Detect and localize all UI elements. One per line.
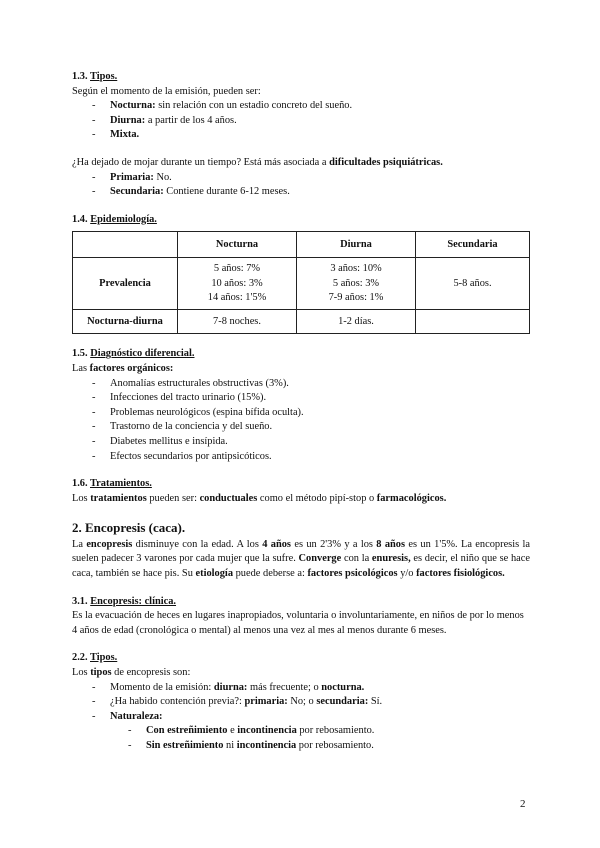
table-row	[73, 258, 530, 310]
encopresis-types-list	[72, 681, 530, 725]
nature-sublist	[72, 724, 530, 753]
table-cell: 5-8 años.	[416, 258, 530, 310]
section-intro: Según el momento de la emisión, pueden ser:	[72, 85, 261, 97]
section-heading-1-4	[72, 213, 530, 228]
heading-title: Encopresis: clínica.	[90, 595, 177, 607]
section-heading-1-3	[72, 70, 530, 85]
list-item: - Primaria: No.	[92, 171, 530, 186]
section-intro: Las factores orgánicos:	[72, 362, 174, 374]
list-item: - Problemas neurológicos (espina bífida oculta).	[92, 406, 530, 421]
table-header-cell: Nocturna	[178, 232, 297, 258]
chapter-title: 2. Encopresis (caca).	[72, 520, 186, 536]
heading-number: 3.1.	[72, 595, 88, 607]
list-item: - Trastorno de la conciencia y del sueño.	[92, 420, 530, 435]
encopresis-paragraph: La encopresis disminuye con la edad. A los 4 años es un 2'3% y a los 8 años es un 1'5%. La encopresis la suelen padecer 3 varones por cada mujer que la sufre. Converge con la enuresis, es decir, el niño que se hace caca, también se hace pis. Su etiología puede deberse a: factores psicológicos y/o factores fisiológicos.	[72, 538, 531, 580]
heading-title: Epidemiología.	[90, 213, 157, 225]
table-header-row	[73, 232, 530, 258]
list-item: - Nocturna: sin relación con un estadio concreto del sueño.	[92, 99, 530, 114]
table-cell: 5 años: 7% 10 años: 3% 14 años: 1'5%	[178, 258, 297, 310]
table-header-cell	[73, 232, 178, 258]
section-heading-1-6	[72, 477, 530, 492]
heading-number: 1.6.	[72, 478, 88, 490]
heading-number: 1.5.	[72, 348, 88, 360]
table-row	[73, 310, 530, 334]
list-item: - Sin estreñimiento ni incontinencia por rebosamiento.	[128, 739, 530, 754]
list-item: - Infecciones del tracto urinario (15%).	[92, 391, 530, 406]
heading-title: Tipos.	[90, 71, 118, 82]
list-item: - Efectos secundarios por antipsicóticos.	[92, 450, 530, 465]
list-item: - Diurna: a partir de los 4 años.	[92, 114, 530, 129]
document-page	[72, 70, 530, 754]
treatments-paragraph: Los tratamientos pueden ser: conductuales como el método pipí-stop o farmacológicos.	[72, 492, 447, 504]
heading-number: 1.3.	[72, 71, 88, 82]
list-item: - Naturaleza:	[92, 710, 530, 725]
table-header-cell: Secundaria	[416, 232, 530, 258]
section-heading-1-5	[72, 347, 530, 362]
heading-number: 2.2.	[72, 652, 88, 664]
primary-secondary-list	[72, 171, 530, 200]
section-heading-3-1	[72, 595, 530, 610]
heading-title: Diagnóstico diferencial.	[90, 348, 195, 360]
list-item: - ¿Ha habido contención previa?: primaria: No; o secundaria: Sí.	[92, 695, 530, 710]
epidemiology-table	[72, 231, 530, 334]
heading-title: Tipos.	[90, 652, 118, 664]
table-cell: 3 años: 10% 5 años: 3% 7-9 años: 1%	[297, 258, 416, 310]
section-intro: Los tipos de encopresis son:	[72, 667, 191, 679]
table-header-cell: Diurna	[297, 232, 416, 258]
table-cell: 7-8 noches.	[178, 310, 297, 334]
types-list	[72, 99, 530, 143]
heading-title: Tratamientos.	[90, 478, 152, 490]
question-paragraph: ¿Ha dejado de mojar durante un tiempo? Está más asociada a dificultades psiquiátricas.	[72, 156, 443, 168]
list-item: - Mixta.	[92, 128, 530, 143]
list-item: - Anomalías estructurales obstructivas (3%).	[92, 377, 530, 392]
section-heading-2-2	[72, 651, 530, 666]
list-item: - Con estreñimiento e incontinencia por rebosamiento.	[128, 724, 530, 739]
page-number: 2	[520, 798, 526, 810]
table-row-label: Prevalencia	[73, 258, 178, 310]
clinical-paragraph: Es la evacuación de heces en lugares inapropiados, voluntaria o involuntariamente, en niños de por lo menos 4 años de edad (cronológica o mental) al menos una vez al mes al menos durante 6 meses.	[72, 610, 524, 636]
list-item: - Diabetes mellitus e insípida.	[92, 435, 530, 450]
organic-factors-list	[72, 377, 530, 465]
table-cell	[416, 310, 530, 334]
table-cell: 1-2 días.	[297, 310, 416, 334]
heading-number: 1.4.	[72, 213, 88, 225]
list-item: - Momento de la emisión: diurna: más frecuente; o nocturna.	[92, 681, 530, 696]
table-row-label: Nocturna-diurna	[73, 310, 178, 334]
list-item: - Secundaria: Contiene durante 6-12 meses.	[92, 185, 530, 200]
